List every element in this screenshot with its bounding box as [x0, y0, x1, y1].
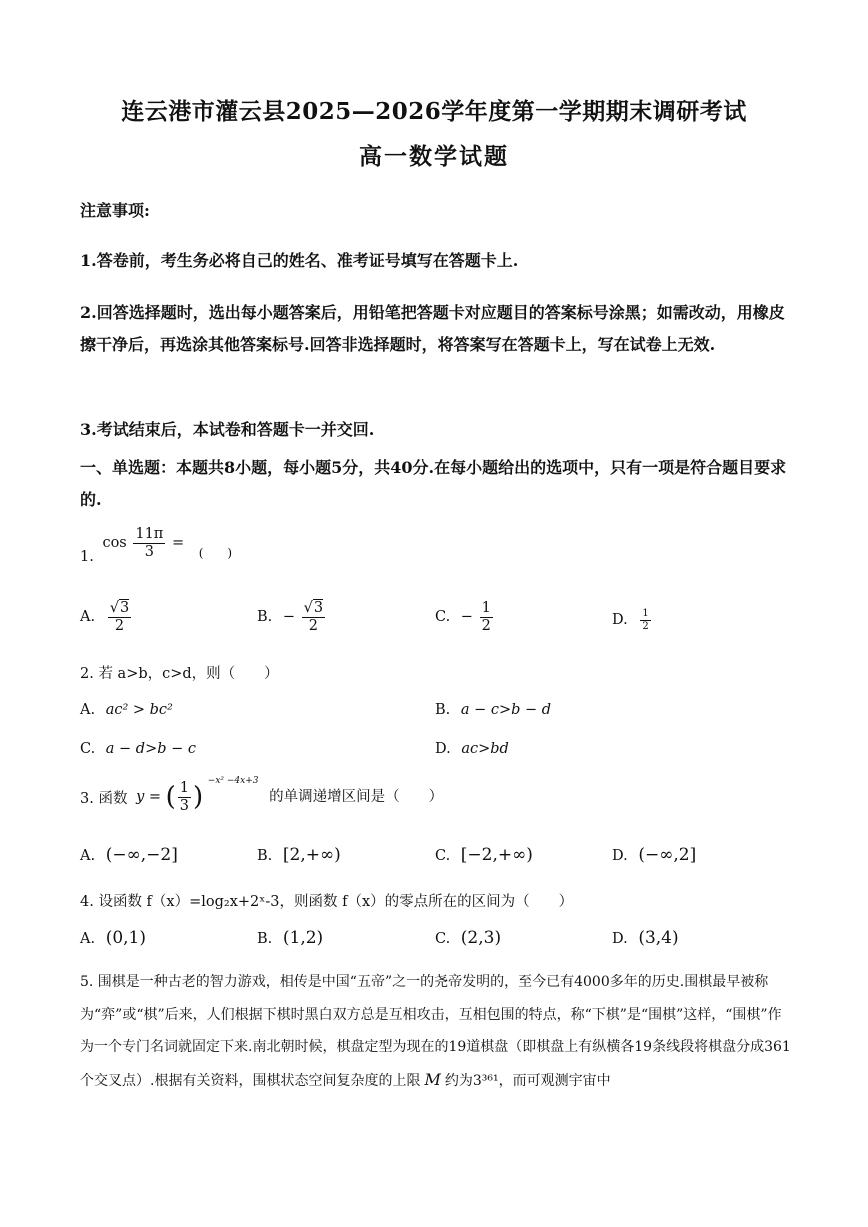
q1-stem [80, 526, 233, 566]
q4-option-a-text: (0,1) [105, 928, 147, 948]
q2-option-a[interactable] [80, 702, 173, 718]
q4-option-a[interactable] [80, 928, 146, 948]
q4-option-c[interactable] [435, 928, 501, 948]
q3-y: y = [136, 789, 162, 806]
q1-a-num: 3 [119, 600, 130, 616]
q1-b-den: 2 [308, 617, 318, 634]
q2-stem: 2. 若 a>b，c>d，则（ ） [80, 666, 279, 682]
q3-option-b-text: [2,+∞) [282, 845, 341, 865]
q2-option-d-text: ac>bd [461, 741, 509, 757]
q2-option-d-label: D. [435, 741, 451, 757]
notice-heading: 注意事项: [80, 201, 150, 220]
q1-b-num: 3 [313, 600, 324, 616]
q3-option-a-label: A. [80, 848, 96, 864]
q3-option-d-text: (−∞,2] [638, 845, 697, 865]
q1-option-c-value [480, 600, 493, 634]
q3-option-c-text: [−2,+∞) [460, 845, 533, 865]
q1-d-num: 1 [642, 608, 649, 619]
q3-suffix: 的单调递增区间是（ ） [269, 789, 444, 806]
q1-option-d-value [640, 608, 650, 632]
q1-a-den: 2 [114, 617, 125, 634]
notice-item-3: 3.考试结束后，本试卷和答题卡一并交回. [80, 420, 375, 439]
q1-option-d[interactable] [612, 608, 653, 632]
q3-stem [80, 776, 444, 814]
q2-option-c-text: a − d>b − c [105, 741, 197, 757]
q4-option-d-text: (3,4) [638, 928, 679, 948]
q1-b-sign: − [282, 609, 296, 626]
q3-prefix: 3. 函数 [80, 791, 128, 808]
q1-c-den: 2 [481, 617, 491, 634]
q1-fraction [133, 526, 165, 560]
q4-option-c-text: (2,3) [460, 928, 502, 948]
q3-option-d[interactable] [612, 845, 696, 865]
q1-option-a[interactable] [80, 600, 133, 634]
q5-mid: 约为 [444, 1072, 473, 1089]
q1-option-b-label: B. [257, 609, 273, 626]
q1-equals: = [171, 535, 185, 552]
q4-option-d-label: D. [612, 931, 628, 947]
q5-end: ，而可观测宇宙中 [498, 1072, 611, 1089]
q1-arg-num: 11π [135, 526, 164, 542]
exam-title: 连云港市灌云县2025—2026学年度第一学期期末调研考试 [121, 98, 747, 125]
q4-option-d[interactable] [612, 928, 679, 948]
q2-option-b-text: a − c>b − d [460, 702, 552, 718]
notice-item-2: 2.回答选择题时，选出每小题答案后，用铅笔把答题卡对应题目的答案标号涂黑；如需改动，用橡皮擦干净后，再选涂其他答案标号.回答非选择题时，将答案写在答题卡上，写在试卷上无效. [80, 303, 785, 354]
q1-blank: ( ) [198, 546, 233, 561]
q1-arg-den: 3 [144, 543, 154, 560]
q3-base-num: 1 [179, 780, 190, 796]
q4-option-a-label: A. [80, 931, 96, 947]
q3-right-paren: ) [193, 782, 204, 813]
q1-number: 1. [80, 549, 94, 566]
q3-exponent: −x² −4x+3 [207, 776, 259, 787]
section-heading: 一、单选题：本题共8小题，每小题5分，共40分.在每小题给出的选项中，只有一项是符合题目要求的. [80, 458, 787, 509]
q3-option-b[interactable] [257, 845, 341, 865]
q1-option-c[interactable] [435, 600, 495, 634]
q5-paragraph [80, 966, 795, 1097]
q1-func: cos [102, 535, 127, 552]
q5-power: 3³⁶¹ [472, 1072, 499, 1089]
q4-option-b[interactable] [257, 928, 323, 948]
q4-option-b-label: B. [257, 931, 273, 947]
q2-option-b-label: B. [435, 702, 451, 718]
q3-base-den: 3 [179, 797, 190, 814]
q3-option-b-label: B. [257, 848, 273, 864]
q5-text: 5. 围棋是一种古老的智力游戏，相传是中国“五帝”之一的尧帝发明的，至今已有4000多年的历史.围棋最早被称为“弈”或“棋”后来，人们根据下棋时黑白双方总是互相攻击，互相包围的特点，称“下棋”是“围棋”这样，“围棋”作为一个专门名词就固定下来.南北朝时候，棋盘定型为现在的19道棋盘（即棋盘上有纵横各19条线段将棋盘分成361个交叉点）.根据有关资料，围棋状态空间复杂度的上限 [80, 974, 791, 1089]
q1-option-c-label: C. [435, 609, 451, 626]
q3-option-d-label: D. [612, 848, 628, 864]
q2-option-d[interactable] [435, 741, 509, 757]
q5-symbol-m: M [424, 1069, 441, 1089]
q2-option-a-text: ac² > bc² [105, 702, 173, 718]
q4-option-b-text: (1,2) [282, 928, 324, 948]
q1-option-a-label: A. [80, 609, 96, 626]
q2-option-b[interactable] [435, 702, 551, 718]
q3-left-paren: ( [165, 782, 176, 813]
q4-option-c-label: C. [435, 931, 451, 947]
q1-option-d-label: D. [612, 612, 628, 628]
q3-option-c[interactable] [435, 845, 533, 865]
q3-option-c-label: C. [435, 848, 451, 864]
q1-option-b-value: $\frac{√3}{2}$ [303, 600, 324, 634]
q2-option-c-label: C. [80, 741, 96, 757]
q3-option-a-text: (−∞,−2] [105, 845, 178, 865]
q1-option-a-value: $\frac{√3}{2}$ [109, 600, 130, 634]
q1-option-b[interactable] [257, 600, 327, 634]
exam-subtitle: 高一数学试题 [359, 143, 509, 170]
q3-option-a[interactable] [80, 845, 178, 865]
q1-c-sign: − [460, 609, 473, 626]
q2-option-c[interactable] [80, 741, 196, 757]
q2-option-a-label: A. [80, 702, 96, 718]
notice-item-1: 1.答卷前，考生务必将自己的姓名、准考证号填写在答题卡上. [80, 251, 519, 270]
q1-c-num: 1 [481, 600, 491, 616]
q4-stem: 4. 设函数 f（x）=log₂x+2ˣ-3，则函数 f（x）的零点所在的区间为（ ） [80, 894, 574, 910]
q3-base [178, 780, 191, 814]
q1-d-den: 2 [642, 620, 649, 632]
